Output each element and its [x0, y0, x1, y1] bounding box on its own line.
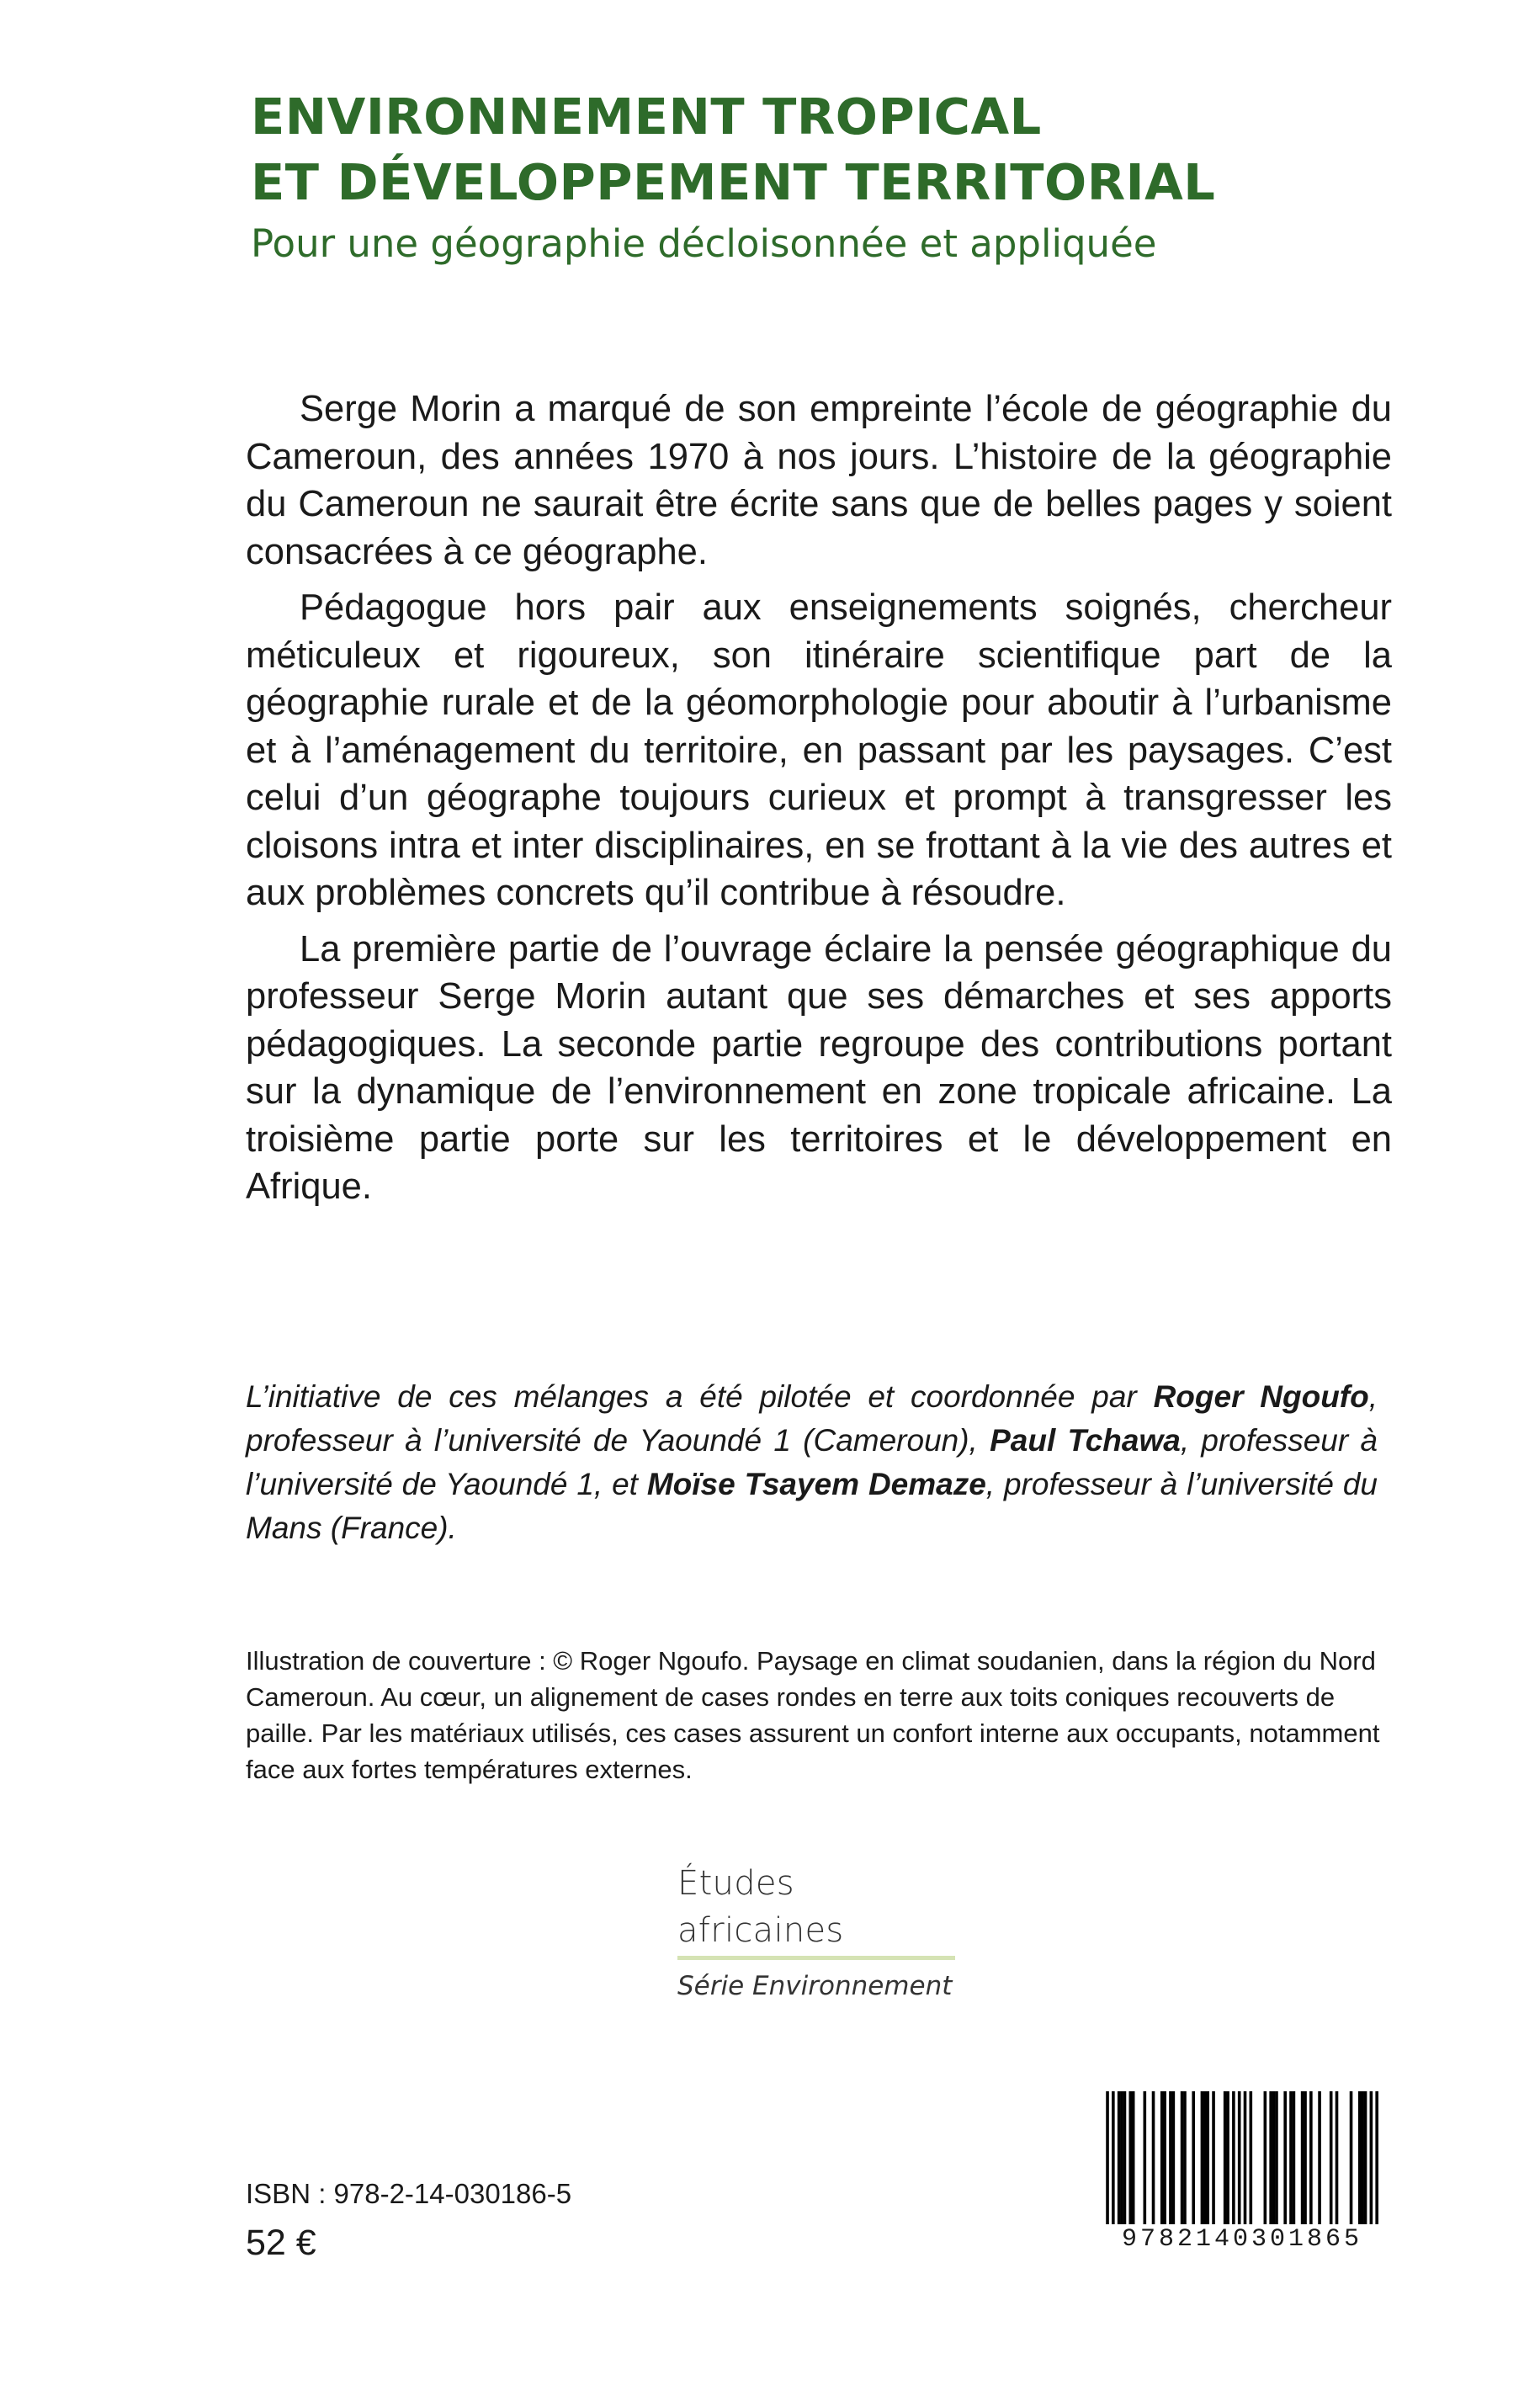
barcode-bar — [1120, 2091, 1123, 2224]
editor-credits — [246, 1375, 1378, 1550]
barcode-bar — [1375, 2091, 1378, 2234]
barcode-bar — [1309, 2091, 1313, 2224]
barcode-bar — [1269, 2091, 1272, 2224]
barcode-bar — [1224, 2091, 1227, 2224]
barcode-bar — [1212, 2091, 1215, 2224]
barcode-bar — [1128, 2091, 1132, 2224]
credits-intro: L’initiative de ces mélanges a été pilotée et coordonnée par — [246, 1379, 1154, 1414]
barcode-bar — [1275, 2091, 1278, 2224]
barcode-bar — [1244, 2091, 1247, 2234]
editor-name-1: Roger Ngoufo — [1153, 1379, 1369, 1414]
barcode-bar — [1361, 2091, 1364, 2224]
barcode-bar — [1169, 2091, 1172, 2224]
barcode-bar — [1238, 2091, 1241, 2234]
title-line-2: ET DÉVELOPPEMENT TERRITORIAL — [251, 153, 1216, 211]
barcode-bar — [1318, 2091, 1321, 2224]
barcode-bar — [1203, 2091, 1207, 2224]
blurb-paragraph-2: Pédagogue hors pair aux enseignements soignés, chercheur méticuleux et rigoureux, son itinéraire scientifique part de la géographie rurale et de la géomorphologie pour aboutir à l’urbanisme et à l’aménagement du territoire, en passant par les paysages. C’est celui d’un géographe toujours curieux et prompt à transgresser les cloisons intra et inter disciplinaires, en se frottant à la vie des autres et aux problèmes concrets qu’il contribue à résoudre. — [246, 587, 1392, 913]
barcode-bar — [1304, 2091, 1307, 2224]
book-subtitle: Pour une géographie décloisonnée et appliquée — [251, 221, 1157, 266]
barcode-bar — [1301, 2091, 1304, 2224]
barcode-bar — [1106, 2091, 1109, 2234]
barcode-bar — [1264, 2091, 1267, 2224]
editor-role-2: , professeur à l’université de Yaoundé 1, et — [246, 1423, 1378, 1501]
barcode-bar — [1160, 2091, 1164, 2224]
barcode-bar — [1201, 2091, 1204, 2224]
barcode-bar — [1370, 2091, 1373, 2234]
barcode-bar — [1132, 2091, 1135, 2224]
barcode-bar — [1112, 2091, 1115, 2234]
blurb — [246, 385, 1392, 1219]
barcode-bar — [1289, 2091, 1293, 2224]
barcode-bar — [1272, 2091, 1276, 2224]
cover-illustration-note: Illustration de couverture : © Roger Ngoufo. Paysage en climat soudanien, dans la région du Nord Cameroun. Au cœur, un alignement de cases rondes en terre aux toits coniques recouverts de paille. Par les matériaux utilisés, ces cases assurent un confort interne aux occupants, notamment face aux fortes températures externes. — [246, 1646, 1380, 1784]
barcode-bar — [1330, 2091, 1333, 2224]
title-line-1: ENVIRONNEMENT TROPICAL — [251, 88, 1042, 146]
barcode-bar — [1350, 2091, 1353, 2224]
editor-name-3: Moïse Tsayem Demaze — [646, 1467, 986, 1501]
barcode-bar — [1163, 2091, 1166, 2224]
barcode-bar — [1336, 2091, 1339, 2224]
barcode-bar — [1123, 2091, 1127, 2224]
isbn: ISBN : 978-2-14-030186-5 — [246, 2178, 572, 2209]
barcode-bar — [1181, 2091, 1184, 2224]
series-block — [677, 1860, 955, 2002]
barcode-bar — [1364, 2091, 1367, 2224]
editor-name-2: Paul Tchawa — [990, 1423, 1181, 1458]
series-name: Études africaines — [677, 1864, 844, 1950]
barcode-bar — [1283, 2091, 1287, 2224]
barcode-bars-icon — [1097, 2091, 1387, 2234]
editor-role-1: , professeur à l’université de Yaoundé 1 (Cameroun), — [246, 1379, 1378, 1458]
barcode-bar — [1293, 2091, 1296, 2224]
barcode-bar — [1172, 2091, 1176, 2224]
barcode-digits: 9782140301865 — [1097, 2224, 1387, 2255]
series-subtitle: Série Environnement — [677, 1971, 953, 2001]
barcode-bar — [1226, 2091, 1229, 2224]
book-title — [251, 84, 1215, 215]
barcode — [1097, 2091, 1387, 2260]
barcode-bar — [1144, 2091, 1147, 2224]
series-divider — [677, 1956, 955, 1960]
barcode-bar — [1152, 2091, 1155, 2224]
blurb-paragraph-1: Serge Morin a marqué de son empreinte l’école de géographie du Cameroun, des années 1970 à nos jours. L’histoire de la géographie du Cameroun ne saurait être écrite sans que de belles pages y soient consacrées à ce géographe. — [246, 389, 1392, 572]
barcode-bar — [1206, 2091, 1209, 2224]
editor-role-3: , professeur à l’université du Mans (France). — [246, 1467, 1378, 1545]
price: 52 € — [246, 2223, 316, 2263]
barcode-bar — [1183, 2091, 1187, 2224]
barcode-bar — [1358, 2091, 1362, 2224]
barcode-bar — [1250, 2091, 1253, 2224]
barcode-bar — [1232, 2091, 1235, 2224]
blurb-paragraph-3: La première partie de l’ouvrage éclaire la pensée géographique du professeur Serge Morin autant que ses démarches et ses apports pédagogiques. La seconde partie regroupe des contributions portant sur la dynamique de l’environnement en zone tropicale africaine. La troisième partie porte sur les territoires et le développement en Afrique. — [246, 928, 1392, 1207]
barcode-bar — [1192, 2091, 1195, 2224]
barcode-bar — [1118, 2091, 1121, 2224]
